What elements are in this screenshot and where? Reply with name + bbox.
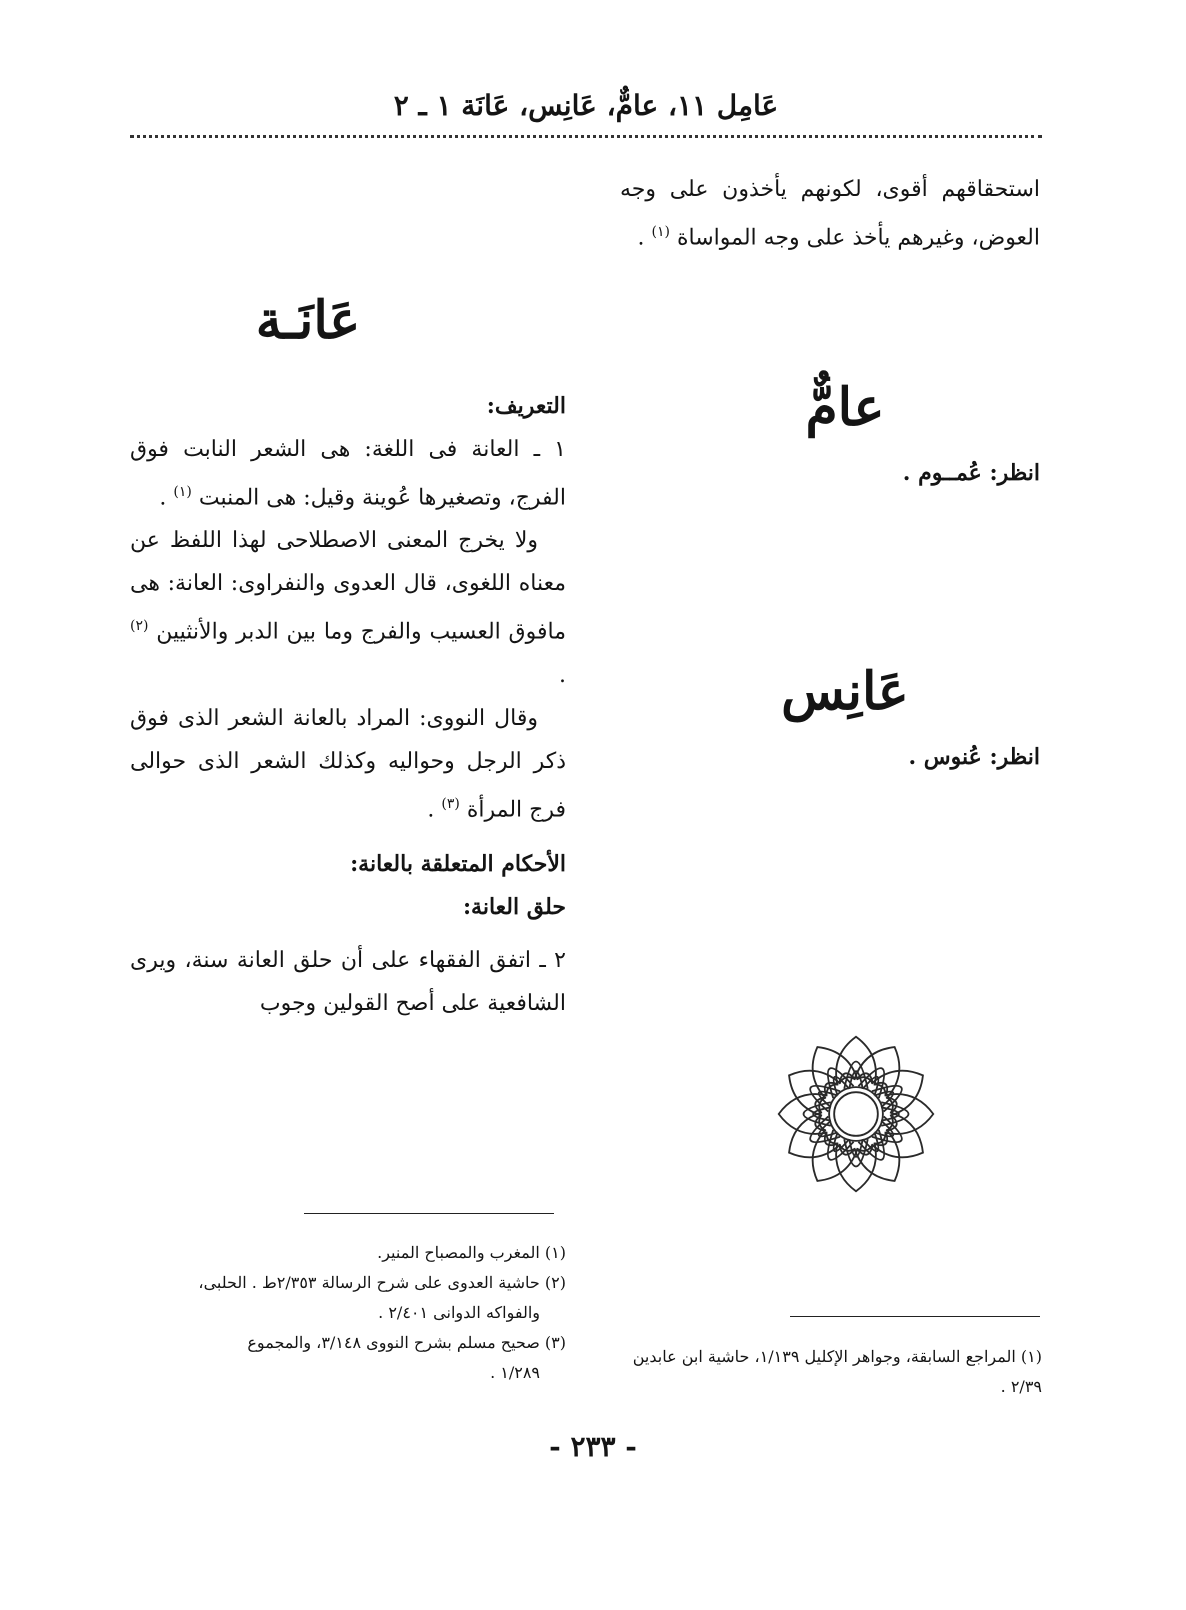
right-column xyxy=(620,168,1040,779)
entry-heading-aanis: عَانِس xyxy=(781,661,909,723)
footnote-item-continued: ١/٢٨٩ . xyxy=(490,1363,540,1382)
footnotes-right xyxy=(612,1342,1042,1402)
rulings-heading: الأحكام المتعلقة بالعانة: xyxy=(350,850,566,877)
footnote-item: (٢) حاشية العدوى على شرح الرسالة ٢/٣٥٣ط . الحلبى، xyxy=(198,1273,566,1292)
para3-end: . xyxy=(427,796,435,822)
footnote-rule-left xyxy=(304,1213,554,1214)
para3-text: وقال النووى: المراد بالعانة الشعر الذى فوق ذكر الرجل وحواليه وكذلك الشعر الذى حوالى فرج المرأة xyxy=(130,705,566,822)
see-reference-aam: انظر: عُمــوم . xyxy=(902,460,1040,487)
footnotes-left xyxy=(130,1238,566,1388)
footnote-ref: (٢) xyxy=(130,618,149,635)
footnote-ref: (١) xyxy=(173,484,192,500)
shaving-heading: حلق العانة: xyxy=(462,893,566,920)
footnote-item: (٣) صحيح مسلم بشرح النووى ٣/١٤٨، والمجموع xyxy=(247,1333,566,1352)
para2-end: . xyxy=(559,662,566,688)
definition-paragraph-2 xyxy=(130,519,566,696)
footnote-item: (١) المغرب والمصباح المنير. xyxy=(377,1243,566,1262)
footnote-item-continued: والفواكه الدوانى ٢/٤٠١ . xyxy=(378,1303,540,1322)
continuation-text: استحقاقهم أقوى، لكونهم يأخذون على وجه العوض، وغيرهم يأخذ على وجه المواساة xyxy=(620,177,1040,251)
definition-paragraph-3 xyxy=(130,697,566,831)
continuation-end: . xyxy=(637,225,645,251)
entry-heading-aana: عَانَـة xyxy=(255,290,361,351)
left-column xyxy=(130,290,566,1025)
para1-end: . xyxy=(159,485,167,511)
definition-heading: التعريف: xyxy=(486,393,566,419)
para1-text: ١ ـ العانة فى اللغة: هى الشعر النابت فوق الفرج، وتصغيرها عُوينة وقيل: هى المنبت xyxy=(130,437,566,511)
see-reference-aanis: انظر: عُنوس . xyxy=(908,744,1040,771)
page-number: - ٢٣٣ - xyxy=(549,1430,637,1463)
rulings-paragraph-2: ٢ ـ اتفق الفقهاء على أن حلق العانة سنة، ويرى الشافعية على أصح القولين وجوب xyxy=(130,947,566,1016)
para2-text: ولا يخرج المعنى الاصطلاحى لهذا اللفظ عن معناه اللغوى، قال العدوى والنفراوى: العانة: هى مافوق العسيب والفرج وما بين الدبر والأنثيين xyxy=(130,528,566,645)
header-dotted-rule xyxy=(130,135,1042,138)
running-header xyxy=(130,78,1042,138)
footnote-ref: (١) xyxy=(651,224,670,240)
definition-paragraph-1 xyxy=(130,428,566,519)
arabesque-star-ornament-icon xyxy=(772,1030,940,1198)
footnote-rule-right xyxy=(790,1316,1040,1317)
footnote-item: (١) المراجع السابقة، وجواهر الإكليل ١/١٣٩، حاشية ابن عابدين ٢/٣٩ . xyxy=(632,1347,1042,1396)
running-header-title: عَامِل ١١، عامٌّ، عَانِس، عَانَة ١ ـ ٢ xyxy=(393,89,779,122)
footnote-ref: (٣) xyxy=(441,795,460,812)
continuation-paragraph xyxy=(620,168,1040,259)
entry-heading-aam: عامٌّ xyxy=(805,377,885,439)
